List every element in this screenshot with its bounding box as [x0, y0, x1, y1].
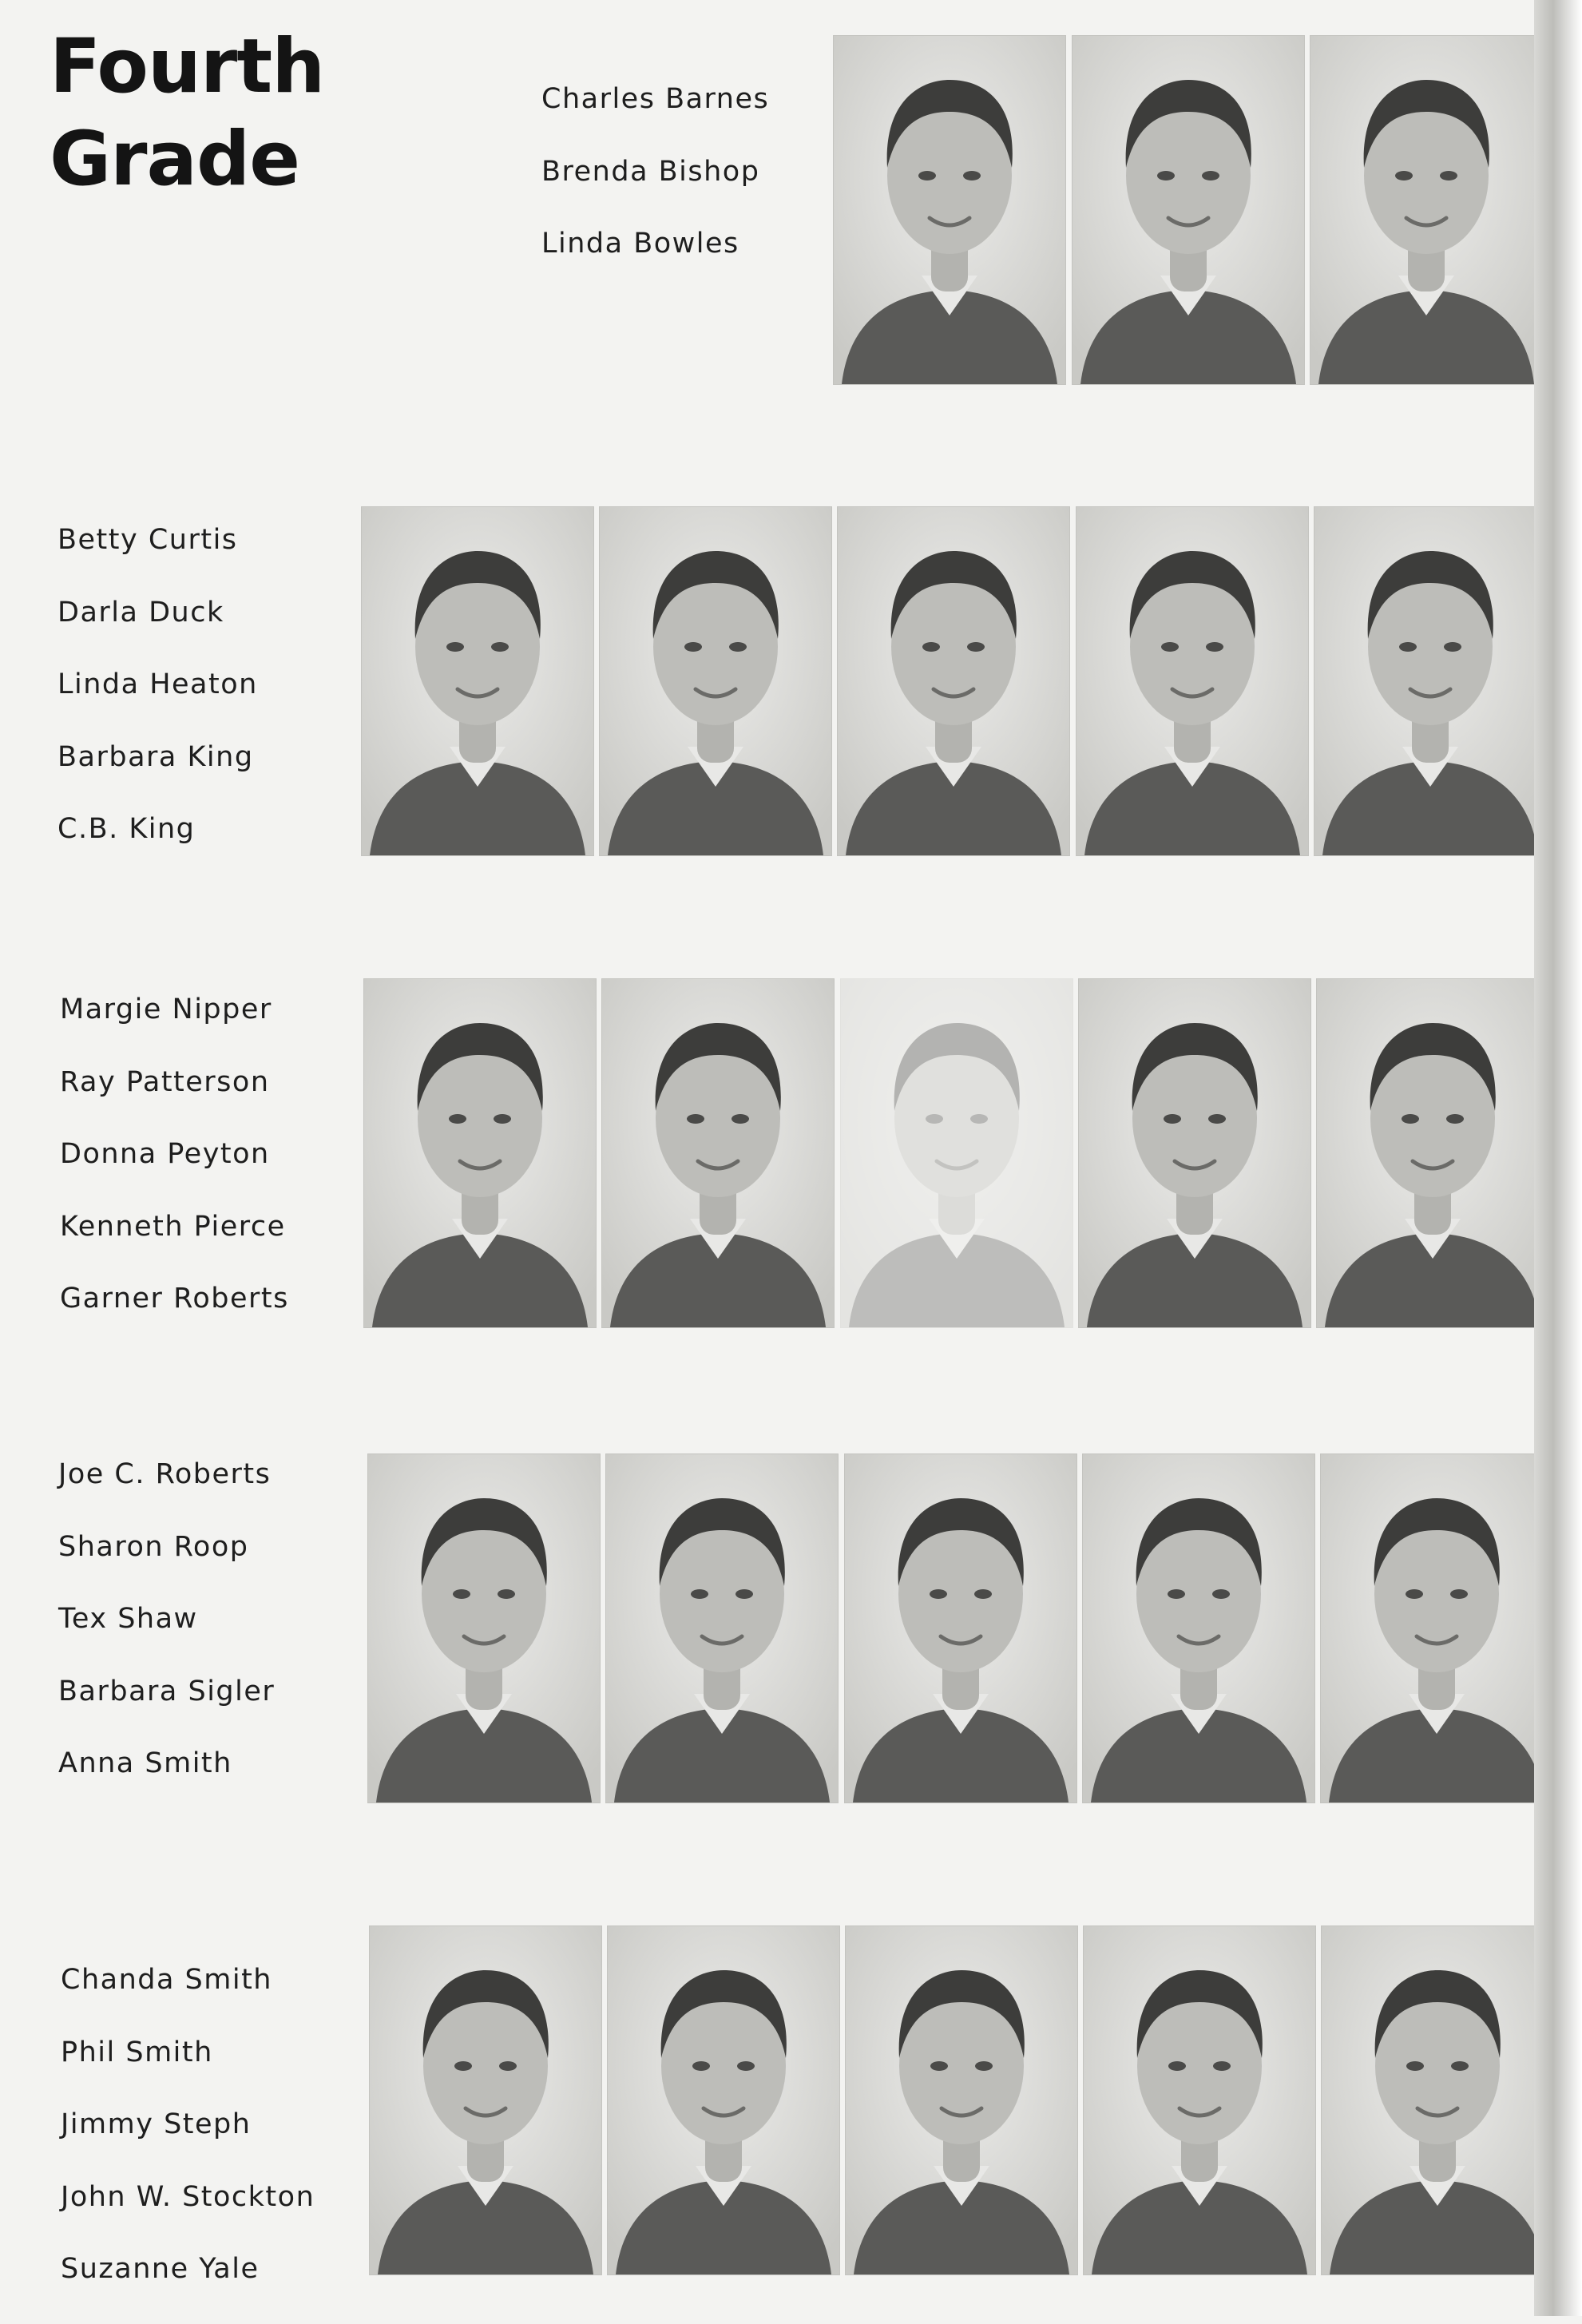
student-name: Kenneth Pierce: [60, 1210, 286, 1243]
student-photo: [1076, 506, 1309, 856]
student-name: Donna Peyton: [60, 1138, 270, 1170]
name-list-row-3: [60, 992, 289, 1354]
student-photo: [840, 978, 1073, 1328]
page-title: [50, 21, 324, 206]
student-name: Anna Smith: [58, 1747, 232, 1779]
student-photo: [845, 1925, 1078, 2275]
student-photo: [599, 506, 832, 856]
student-photo: [1078, 978, 1311, 1328]
student-name: Margie Nipper: [60, 993, 272, 1025]
student-photo: [605, 1453, 839, 1803]
binding-edge: [1534, 0, 1582, 2316]
student-photo: [1082, 1453, 1315, 1803]
student-name: Jimmy Steph: [61, 2108, 252, 2140]
student-photo: [361, 506, 594, 856]
title-line-2: Grade: [50, 116, 299, 203]
student-name: John W. Stockton: [61, 2180, 315, 2213]
student-name: Brenda Bishop: [541, 155, 760, 188]
student-photo: [844, 1453, 1077, 1803]
student-photo: [1072, 35, 1305, 385]
student-photo: [363, 978, 597, 1328]
student-photo: [1314, 506, 1547, 856]
student-photo: [369, 1925, 602, 2275]
student-name: Linda Heaton: [57, 668, 258, 700]
name-list-row-2: [57, 522, 258, 884]
student-name: Sharon Roop: [58, 1530, 249, 1563]
name-list-row-1: [541, 81, 769, 299]
student-name: Barbara Sigler: [58, 1675, 276, 1707]
student-photo: [607, 1925, 840, 2275]
student-photo: [1320, 1453, 1553, 1803]
student-name: Joe C. Roberts: [58, 1458, 272, 1490]
student-name: Charles Barnes: [541, 83, 770, 115]
student-name: Barbara King: [57, 740, 254, 773]
student-name: Ray Patterson: [60, 1065, 270, 1098]
student-name: Suzanne Yale: [61, 2253, 260, 2285]
student-name: Betty Curtis: [57, 524, 238, 556]
student-photo: [1321, 1925, 1554, 2275]
student-name: Linda Bowles: [541, 228, 739, 260]
student-photo: [367, 1453, 601, 1803]
student-photo: [1316, 978, 1549, 1328]
student-name: Chanda Smith: [61, 1964, 272, 1996]
student-name: Tex Shaw: [58, 1603, 198, 1635]
student-photo: [1083, 1925, 1316, 2275]
student-photo: [833, 35, 1066, 385]
student-name: Darla Duck: [57, 596, 224, 629]
student-photo: [601, 978, 835, 1328]
student-photo: [837, 506, 1070, 856]
name-list-row-4: [58, 1457, 275, 1818]
title-line-1: Fourth: [50, 23, 325, 110]
student-name: C.B. King: [57, 813, 196, 845]
student-photo: [1310, 35, 1543, 385]
name-list-row-5: [61, 1962, 315, 2324]
student-name: Garner Roberts: [60, 1283, 289, 1315]
student-name: Phil Smith: [61, 2036, 213, 2068]
